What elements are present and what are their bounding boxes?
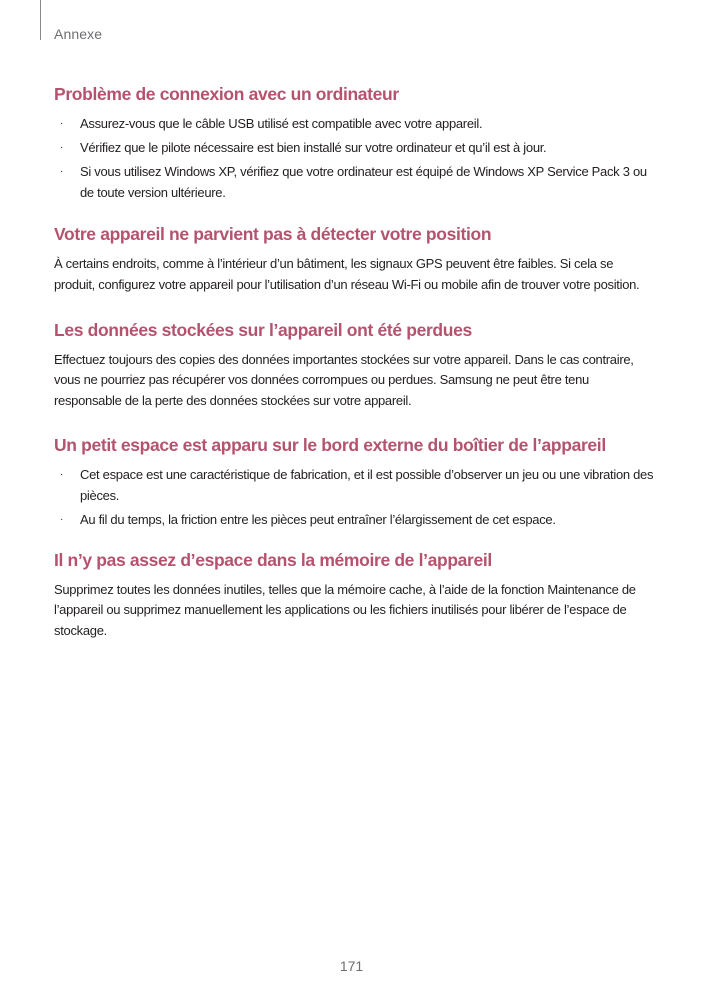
section-heading: Les données stockées sur l’appareil ont été perdues bbox=[54, 319, 472, 340]
list-item-text: Au fil du temps, la friction entre les pièces peut entraîner l’élargissement de cet espace. bbox=[80, 512, 556, 528]
bullet-icon: · bbox=[60, 142, 64, 154]
section-connection-problem bbox=[54, 82, 654, 203]
section-paragraph: Supprimez toutes les données inutiles, telles que la mémoire cache, à l’aide de la fonction Maintenance de l’appareil ou supprimez manuellement les applications ou les fichiers inutilisés pour libérer de l’espace de stockage. bbox=[54, 581, 636, 638]
section-heading: Il n’y pas assez d’espace dans la mémoire de l’appareil bbox=[54, 549, 492, 570]
list-item bbox=[54, 465, 654, 506]
running-header: Annexe bbox=[54, 26, 103, 42]
bullet-list bbox=[54, 465, 654, 530]
section-heading: Votre appareil ne parvient pas à détecter votre position bbox=[54, 224, 492, 245]
page-number: 171 bbox=[339, 958, 364, 974]
bullet-icon: · bbox=[60, 118, 64, 129]
page-content bbox=[54, 82, 654, 641]
list-item-text: Cet espace est une caractéristique de fabrication, et il est possible d’observer un jeu ou une vibration des pièces. bbox=[80, 467, 654, 503]
section-heading: Problème de connexion avec un ordinateur bbox=[54, 84, 399, 104]
header-divider bbox=[40, 0, 41, 40]
section-storage-space bbox=[54, 548, 654, 642]
list-item bbox=[54, 114, 654, 135]
section-paragraph: Effectuez toujours des copies des données importantes stockées sur votre appareil. Dans le cas contraire, vous ne pourriez pas récupérer vos données corrompues ou perdues. Samsung ne peut être tenu responsable de la perte des données stockées sur votre appareil. bbox=[54, 351, 634, 408]
section-case-gap bbox=[54, 433, 654, 530]
bullet-icon: · bbox=[60, 514, 64, 526]
list-item-text: Si vous utilisez Windows XP, vérifiez que votre ordinateur est équipé de Windows XP Service Pack 3 ou de toute version ultérieure. bbox=[80, 164, 647, 200]
bullet-icon: · bbox=[60, 166, 64, 178]
section-heading: Un petit espace est apparu sur le bord externe du boîtier de l’appareil bbox=[54, 435, 606, 456]
list-item-text: Vérifiez que le pilote nécessaire est bien installé sur votre ordinateur et qu’il est à jour. bbox=[80, 140, 547, 156]
list-item bbox=[54, 138, 654, 159]
list-item bbox=[54, 162, 654, 203]
list-item-text: Assurez-vous que le câble USB utilisé est compatible avec votre appareil. bbox=[80, 116, 483, 131]
section-position-detection bbox=[54, 222, 654, 295]
list-item bbox=[54, 510, 654, 531]
bullet-list bbox=[54, 114, 654, 203]
bullet-icon: · bbox=[60, 469, 64, 481]
section-data-lost bbox=[54, 318, 654, 412]
section-paragraph: À certains endroits, comme à l’intérieur d’un bâtiment, les signaux GPS peuvent être faibles. Si cela se produit, configurez votre appareil pour l’utilisation d’un réseau Wi-Fi ou mobile afin de trouver votre position. bbox=[54, 256, 640, 292]
